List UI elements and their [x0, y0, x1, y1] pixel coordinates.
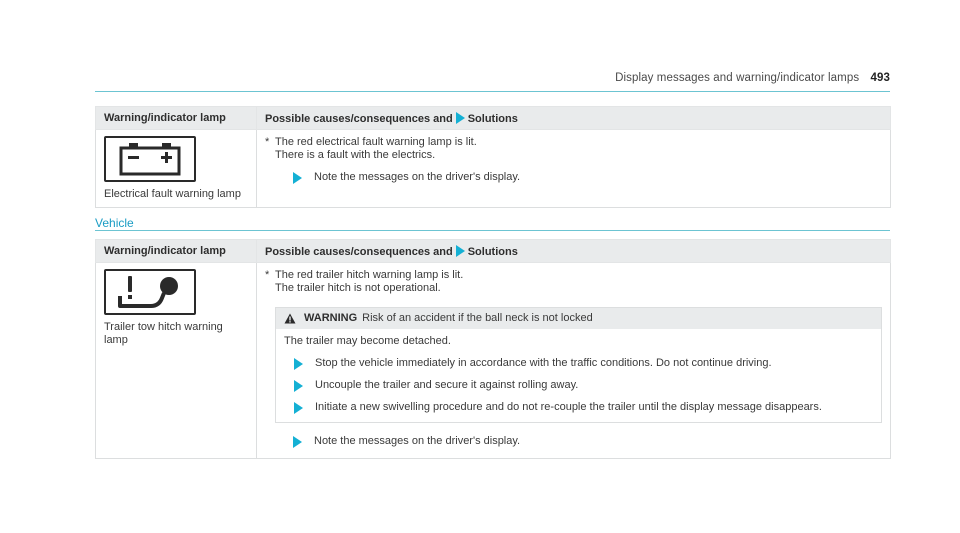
step-arrow-icon — [294, 358, 303, 370]
solutions-arrow-icon — [456, 112, 465, 124]
step-arrow-icon — [293, 436, 302, 448]
warning-body — [276, 329, 881, 422]
warning-triangle-icon — [284, 313, 296, 324]
lamp-cell — [96, 263, 257, 459]
causes-cell — [257, 263, 891, 459]
page-number: 493 — [870, 72, 890, 84]
causes-cell — [257, 130, 891, 208]
table-row — [96, 130, 891, 208]
cause-line-2: There is a fault with the electrics. — [275, 149, 436, 161]
warning-step: Stop the vehicle immediately in accordance with the traffic conditions. Do not continue driving. — [284, 357, 873, 370]
step-arrow-icon — [294, 380, 303, 392]
step-arrow-icon — [293, 172, 302, 184]
trailer-lamp-table — [95, 239, 891, 459]
column-header-lamp: Warning/indicator lamp — [96, 240, 257, 263]
trailer-hitch-warning-icon — [104, 269, 196, 315]
warning-box — [275, 307, 882, 423]
cause-text: * The red trailer hitch warning lamp is lit. The trailer hitch is not operational. — [265, 269, 464, 294]
solution-step: Note the messages on the driver's display. — [265, 435, 882, 448]
section-divider — [95, 230, 890, 231]
cause-line-1: The red trailer hitch warning lamp is lit. — [275, 269, 464, 281]
warning-text: Risk of an accident if the ball neck is not locked — [362, 312, 593, 324]
column-header-causes: Possible causes/consequences and Solutions — [257, 107, 891, 130]
column-header-lamp: Warning/indicator lamp — [96, 107, 257, 130]
cause-line-2: The trailer hitch is not operational. — [275, 282, 441, 294]
section-title-vehicle: Vehicle — [95, 216, 134, 230]
warning-header — [276, 308, 881, 329]
step-arrow-icon — [294, 402, 303, 414]
solutions-arrow-icon — [456, 245, 465, 257]
lamp-cell — [96, 130, 257, 208]
solution-step: Note the messages on the driver's display. — [265, 171, 882, 184]
lamp-label: Trailer tow hitch warning lamp — [104, 321, 223, 346]
warning-label: WARNING — [304, 312, 358, 324]
cause-text: * The red electrical fault warning lamp is lit. There is a fault with the electrics. — [265, 136, 477, 161]
warning-step: Initiate a new swivelling procedure and do not re-couple the trailer until the display message disappears. — [284, 401, 873, 414]
electrical-lamp-table — [95, 106, 891, 208]
cause-line-1: The red electrical fault warning lamp is lit. — [275, 136, 477, 148]
column-header-causes: Possible causes/consequences and Solutions — [257, 240, 891, 263]
warning-step: Uncouple the trailer and secure it against rolling away. — [284, 379, 873, 392]
section-name: Display messages and warning/indicator lamps — [615, 72, 860, 84]
battery-icon — [104, 136, 196, 182]
warning-intro: The trailer may become detached. — [284, 335, 451, 347]
lamp-label: Electrical fault warning lamp — [104, 188, 241, 200]
table-row — [96, 263, 891, 459]
running-header — [615, 72, 890, 84]
header-divider — [95, 91, 890, 92]
